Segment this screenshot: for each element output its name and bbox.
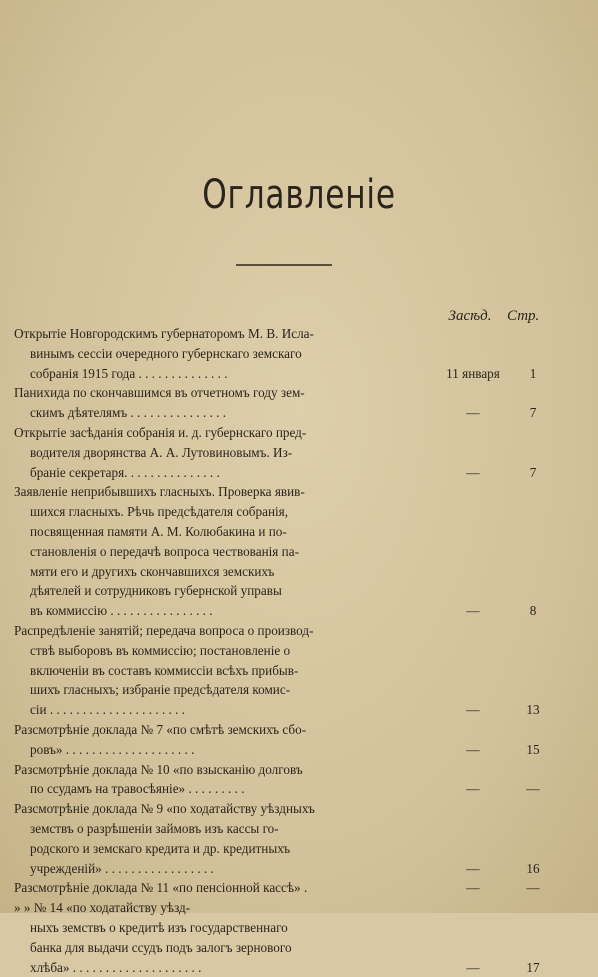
- toc-entry-line: банка для выдачи ссудъ подъ залогъ зернового: [30, 939, 292, 955]
- toc-entry-session-date: —: [466, 781, 480, 797]
- toc-entry-line: сіи . . . . . . . . . . . . . . . . . . . . .: [30, 702, 186, 718]
- toc-entry-session-date: —: [466, 464, 480, 480]
- toc-entry-line: скимъ дѣятелямъ . . . . . . . . . . . . . . .: [30, 405, 227, 421]
- toc-entry-line: ровъ» . . . . . . . . . . . . . . . . . . . .: [30, 741, 195, 757]
- toc-entry-line: Заявленіе неприбывшихъ гласныхъ. Проверка явив-: [14, 484, 305, 500]
- toc-entry-line: мяти его и другихъ скончавшихся земскихъ: [30, 563, 275, 579]
- toc-entry-line: хлѣба» . . . . . . . . . . . . . . . . . . . .: [30, 959, 202, 975]
- toc-entry-session-date: —: [466, 959, 480, 975]
- toc-entry-session-date: —: [466, 741, 480, 757]
- toc-entry-line: дѣятелей и сотрудниковъ губернской управы: [30, 583, 282, 599]
- toc-entry-line: Разсмотрѣніе доклада № 7 «по смѣтѣ земскихъ сбо-: [14, 722, 307, 737]
- toc-entry-page-number: 1: [529, 365, 537, 381]
- toc-entry-line: водителя дворянства А. А. Лутовиновымъ. Из-: [30, 444, 293, 460]
- toc-entry-line: Распредѣленіе занятій; передача вопроса о производ-: [14, 623, 314, 638]
- toc-entry-line: Открытіе засѣданія собранія и. д. губернскаго пред-: [14, 425, 307, 440]
- toc-entry-line: Разсмотрѣніе доклада № 11 «по пенсіонной кассѣ» .: [14, 880, 308, 896]
- toc-entry-text: [14, 482, 416, 621]
- toc-entry-text: [14, 898, 416, 977]
- toc-entry-page-number: —: [526, 781, 540, 797]
- toc-entry-text: [14, 799, 416, 878]
- page-title: Оглавленіе: [202, 172, 396, 218]
- toc-entry-line: по ссудамъ на травосѣяніе» . . . . . . . . .: [30, 781, 245, 797]
- toc-entry-page-number: 17: [526, 959, 540, 975]
- title-divider: [236, 264, 332, 266]
- toc-entry-session-date: 11 января: [446, 365, 500, 381]
- toc-entry-line: земствъ о разрѣшеніи займовъ изъ кассы го-: [30, 820, 279, 836]
- toc-entry-page-number: 13: [526, 702, 540, 718]
- toc-entry-line: ствѣ выборовъ въ коммиссію; постановленіе о: [30, 642, 291, 658]
- toc-entry-line: ныхъ земствъ о кредитѣ изъ государственнаго: [30, 919, 288, 935]
- toc-entry-text: [14, 383, 416, 423]
- toc-entry-line: Разсмотрѣніе доклада № 10 «по взысканію долговъ: [14, 761, 303, 777]
- toc-entry-text: [14, 878, 416, 898]
- toc-entry-line: родского и земскаго кредита и др. кредитныхъ: [30, 840, 291, 856]
- toc-entry-line: становленія о передачѣ вопроса чествованія па-: [30, 543, 299, 559]
- toc-entry-line: Открытіе Новгородскимъ губернаторомъ М. В. Исла-: [14, 326, 314, 341]
- toc-entry-line: въ коммиссію . . . . . . . . . . . . . . . .: [30, 603, 213, 619]
- column-header-session: Засѣд.: [448, 308, 492, 324]
- toc-entry-text: [14, 423, 416, 482]
- toc-entry-line: учрежденій» . . . . . . . . . . . . . . . . .: [30, 860, 214, 876]
- toc-entry-page-number: 15: [526, 741, 540, 757]
- toc-entry-session-date: —: [466, 603, 480, 619]
- column-header-page: Стр.: [507, 308, 540, 324]
- toc-entry-line: собранія 1915 года . . . . . . . . . . . . . .: [30, 365, 228, 381]
- toc-entry-line: Панихида по скончавшимся въ отчетномъ году зем-: [14, 385, 305, 401]
- toc-entry-page-number: 7: [529, 405, 537, 421]
- toc-entry-line: браніе секретаря. . . . . . . . . . . . . . .: [30, 464, 220, 480]
- toc-entry-text: [14, 760, 416, 800]
- toc-entry-page-number: 16: [526, 860, 540, 876]
- toc-entry-line: » » № 14 «по ходатайству уѣзд-: [14, 900, 191, 916]
- toc-entry-text: [14, 621, 416, 720]
- toc-entry-line: включеніи въ составъ коммиссіи всѣхъ прибыв-: [30, 662, 299, 678]
- toc-entry-line: шихъ гласныхъ; избраніе предсѣдателя комис-: [30, 682, 291, 698]
- toc-entry-line: Разсмотрѣніе доклада № 9 «по ходатайству уѣздныхъ: [14, 801, 315, 817]
- toc-entry-page-number: 7: [529, 464, 537, 480]
- toc-entry-page-number: —: [526, 880, 540, 896]
- toc-entry-line: шихся гласныхъ. Рѣчь предсѣдателя собранія,: [30, 504, 289, 520]
- toc-entry-line: винымъ сессіи очередного губернскаго земскаго: [30, 345, 302, 361]
- toc-entry-text: [14, 324, 416, 383]
- toc-entry-session-date: —: [466, 702, 480, 718]
- toc-entry-page-number: 8: [529, 603, 537, 619]
- toc-entry-session-date: —: [466, 860, 480, 876]
- toc-entry-session-date: —: [466, 405, 480, 421]
- toc-entry-line: посвященная памяти А. М. Колюбакина и по-: [30, 523, 287, 539]
- toc-entry-session-date: —: [466, 880, 480, 896]
- toc-entry-text: [14, 720, 416, 760]
